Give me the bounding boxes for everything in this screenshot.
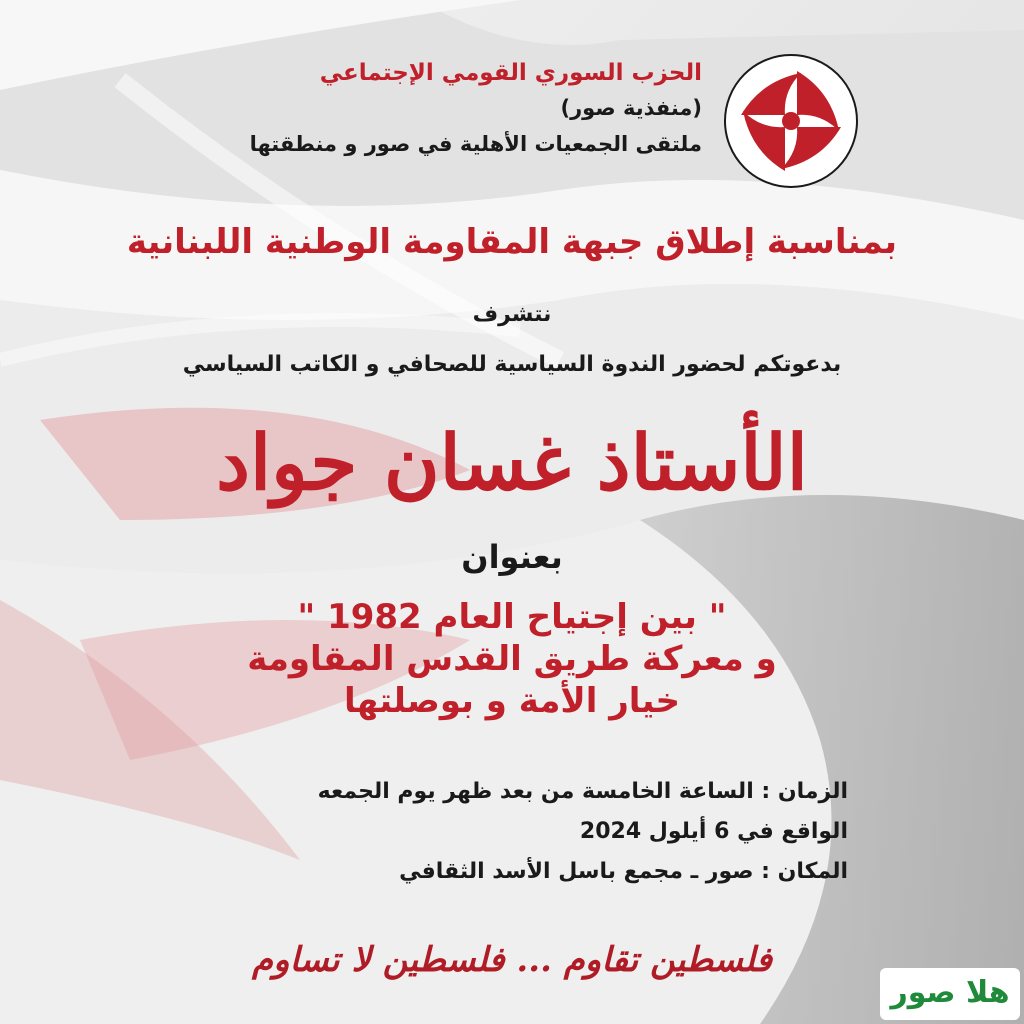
event-time: الزمان : الساعة الخامسة من بعد ظهر يوم الجمعه: [317, 779, 848, 804]
event-date: الواقع في 6 أيلول 2024: [579, 819, 848, 844]
topic-line-3: خيار الأمة و بوصلتها: [344, 681, 680, 721]
honored-text: نتشرف: [472, 302, 552, 327]
branch-name: (منفذية صور): [560, 96, 702, 120]
topic-line-2: و معركة طريق القدس المقاومة: [247, 639, 777, 679]
header: [142, 56, 702, 162]
party-emblem-icon: [722, 52, 860, 190]
titled-label: بعنوان: [461, 538, 563, 576]
occasion-title: بمناسبة إطلاق جبهة المقاومة الوطنية اللبنانية: [126, 222, 898, 262]
org-name: الحزب السوري القومي الإجتماعي: [319, 60, 702, 86]
event-place: المكان : صور ـ مجمع باسل الأسد الثقافي: [399, 859, 848, 884]
watermark-logo: [880, 968, 1020, 1020]
forum-name: ملتقى الجمعيات الأهلية في صور و منطقتها: [249, 132, 702, 156]
event-details: [228, 772, 848, 892]
watermark-text: هلا صور: [890, 975, 1010, 1010]
speaker-name: الأستاذ غسان جواد: [216, 418, 808, 507]
slogan: فلسطين تقاوم ... فلسطين لا تساوم: [252, 940, 772, 980]
invitation-text: بدعوتكم لحضور الندوة السياسية للصحافي و الكاتب السياسي: [182, 352, 842, 377]
topic-line-1: " بين إجتياح العام 1982 ": [297, 597, 727, 637]
